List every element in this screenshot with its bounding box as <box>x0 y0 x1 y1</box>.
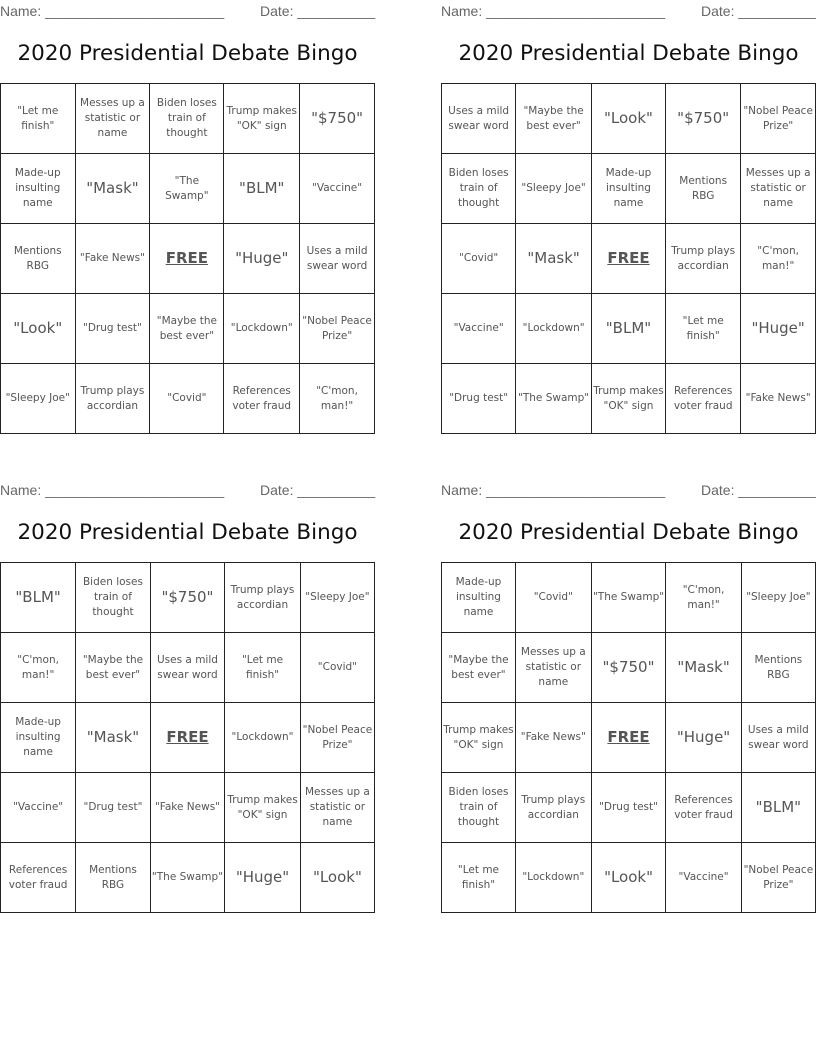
bingo-row <box>442 773 816 843</box>
bingo-cell[interactable]: References voter fraud <box>1 843 76 913</box>
bingo-cell[interactable]: Uses a mild swear word <box>442 84 516 154</box>
bingo-cell[interactable]: "$750" <box>150 563 224 633</box>
bingo-cell[interactable]: "Huge" <box>224 224 300 294</box>
bingo-cell[interactable]: Uses a mild swear word <box>741 703 815 773</box>
bingo-row <box>442 563 816 633</box>
bingo-cell[interactable]: "C'mon, man!" <box>666 563 741 633</box>
bingo-cell[interactable]: Biden loses train of thought <box>442 154 516 224</box>
bingo-cell[interactable]: "Drug test" <box>76 773 151 843</box>
bingo-cell[interactable]: Trump plays accordian <box>666 224 741 294</box>
bingo-row <box>442 843 816 913</box>
bingo-cell[interactable]: "The Swamp" <box>516 364 592 434</box>
bingo-cell[interactable]: "Lockdown" <box>224 294 300 364</box>
name-field[interactable]: Name: _______________________ <box>0 482 225 498</box>
bingo-cell[interactable]: Trump plays accordian <box>75 364 150 434</box>
bingo-cell[interactable]: Trump makes "OK" sign <box>442 703 516 773</box>
bingo-card <box>441 0 816 440</box>
bingo-cell[interactable]: "The Swamp" <box>150 843 224 913</box>
bingo-cell[interactable]: "Let me finish" <box>1 84 76 154</box>
bingo-card <box>0 0 375 440</box>
bingo-row <box>442 294 816 364</box>
bingo-cell[interactable]: "Vaccine" <box>300 154 375 224</box>
bingo-cell[interactable]: "$750" <box>666 84 741 154</box>
bingo-cell[interactable]: Messes up a statistic or name <box>300 773 374 843</box>
bingo-cell[interactable]: Biden loses train of thought <box>442 773 516 843</box>
bingo-cell[interactable]: Made-up insulting name <box>442 563 516 633</box>
bingo-cell[interactable]: "Covid" <box>442 224 516 294</box>
bingo-cell[interactable]: References voter fraud <box>224 364 300 434</box>
bingo-cell[interactable]: "Sleepy Joe" <box>1 364 76 434</box>
bingo-cell[interactable]: Made-up insulting name <box>1 703 76 773</box>
header-fields <box>0 3 375 19</box>
bingo-cell[interactable]: "Vaccine" <box>442 294 516 364</box>
date-field[interactable]: Date: __________ <box>701 482 816 498</box>
bingo-grid <box>0 562 375 913</box>
bingo-cell[interactable]: "Fake News" <box>75 224 150 294</box>
bingo-cell[interactable]: Mentions RBG <box>741 633 815 703</box>
bingo-row <box>1 563 375 633</box>
bingo-row <box>442 703 816 773</box>
card-title: 2020 Presidential Debate Bingo <box>17 520 358 545</box>
bingo-cell[interactable]: Mentions RBG <box>1 224 76 294</box>
bingo-cell[interactable]: "BLM" <box>591 294 665 364</box>
bingo-grid <box>441 562 816 913</box>
bingo-row <box>1 154 375 224</box>
bingo-cell[interactable]: "Vaccine" <box>666 843 741 913</box>
bingo-cell[interactable]: "Let me finish" <box>442 843 516 913</box>
bingo-cell[interactable]: Messes up a statistic or name <box>515 633 591 703</box>
bingo-row <box>442 224 816 294</box>
bingo-cell[interactable]: "Huge" <box>225 843 301 913</box>
date-field[interactable]: Date: __________ <box>260 482 376 498</box>
card-title: 2020 Presidential Debate Bingo <box>458 41 799 66</box>
card-title: 2020 Presidential Debate Bingo <box>17 41 358 66</box>
bingo-cell[interactable]: "Look" <box>591 84 665 154</box>
bingo-cell[interactable]: Uses a mild swear word <box>300 224 375 294</box>
card-title: 2020 Presidential Debate Bingo <box>458 520 799 545</box>
bingo-row <box>442 154 816 224</box>
bingo-cell[interactable]: "Maybe the best ever" <box>516 84 592 154</box>
bingo-cell[interactable]: Trump plays accordian <box>225 563 301 633</box>
bingo-cell[interactable]: "Let me finish" <box>666 294 741 364</box>
bingo-row <box>1 703 375 773</box>
bingo-row <box>1 294 375 364</box>
bingo-cell[interactable]: "Drug test" <box>75 294 150 364</box>
header-fields <box>0 482 375 498</box>
bingo-cell[interactable]: Made-up insulting name <box>591 154 665 224</box>
bingo-cell[interactable]: Trump makes "OK" sign <box>591 364 665 434</box>
bingo-cell[interactable]: "Nobel Peace Prize" <box>300 703 374 773</box>
name-field[interactable]: Name: _______________________ <box>441 482 666 498</box>
bingo-cell[interactable]: Made-up insulting name <box>1 154 76 224</box>
bingo-row <box>1 843 375 913</box>
bingo-cell[interactable]: "Nobel Peace Prize" <box>300 294 375 364</box>
bingo-cell[interactable]: Messes up a statistic or name <box>741 154 816 224</box>
bingo-cell[interactable]: "Covid" <box>300 633 374 703</box>
bingo-cell[interactable]: "The Swamp" <box>591 563 666 633</box>
bingo-cell[interactable]: Biden loses train of thought <box>76 563 151 633</box>
bingo-cell[interactable]: FREE <box>150 703 224 773</box>
bingo-cell[interactable]: "Nobel Peace Prize" <box>741 843 815 913</box>
bingo-row <box>442 84 816 154</box>
bingo-cell[interactable]: "Mask" <box>76 703 151 773</box>
bingo-cell[interactable]: "Mask" <box>75 154 150 224</box>
bingo-cell[interactable]: Biden loses train of thought <box>150 84 224 154</box>
bingo-row <box>442 633 816 703</box>
bingo-cell[interactable]: "Huge" <box>666 703 741 773</box>
bingo-cell[interactable]: "BLM" <box>741 773 815 843</box>
bingo-cell[interactable]: Uses a mild swear word <box>150 633 224 703</box>
bingo-cell[interactable]: FREE <box>591 224 665 294</box>
bingo-cell[interactable]: Messes up a statistic or name <box>75 84 150 154</box>
header-fields <box>441 482 816 498</box>
bingo-cell[interactable]: Trump plays accordian <box>515 773 591 843</box>
bingo-cell[interactable]: FREE <box>591 703 666 773</box>
bingo-cell[interactable]: "Covid" <box>150 364 224 434</box>
bingo-cell[interactable]: "BLM" <box>224 154 300 224</box>
bingo-cell[interactable]: "Fake News" <box>515 703 591 773</box>
bingo-cell[interactable]: "Vaccine" <box>1 773 76 843</box>
bingo-cell[interactable]: "Nobel Peace Prize" <box>741 84 816 154</box>
header-fields <box>441 3 816 19</box>
bingo-grid <box>441 83 816 434</box>
bingo-cell[interactable]: "Sleepy Joe" <box>741 563 815 633</box>
bingo-cell[interactable]: "Maybe the best ever" <box>150 294 224 364</box>
bingo-cell[interactable]: References voter fraud <box>666 364 741 434</box>
bingo-cell[interactable]: Mentions RBG <box>76 843 151 913</box>
bingo-card <box>0 479 375 919</box>
bingo-cell[interactable]: "Drug test" <box>442 364 516 434</box>
bingo-cell[interactable]: "Mask" <box>516 224 592 294</box>
bingo-card <box>441 479 816 919</box>
bingo-cell[interactable]: "$750" <box>591 633 666 703</box>
bingo-cell[interactable]: "Lockdown" <box>516 294 592 364</box>
bingo-cell[interactable]: "C'mon, man!" <box>741 224 816 294</box>
bingo-cell[interactable]: Trump makes "OK" sign <box>224 84 300 154</box>
bingo-cell[interactable]: "Look" <box>1 294 76 364</box>
date-field[interactable]: Date: __________ <box>260 3 376 19</box>
bingo-row <box>442 364 816 434</box>
bingo-cell[interactable]: "Look" <box>300 843 374 913</box>
bingo-cell[interactable]: "Maybe the best ever" <box>76 633 151 703</box>
bingo-cell[interactable]: "Sleepy Joe" <box>300 563 374 633</box>
bingo-row <box>1 224 375 294</box>
bingo-cell[interactable]: "Lockdown" <box>515 843 591 913</box>
bingo-row <box>1 773 375 843</box>
bingo-cell[interactable]: "Lockdown" <box>225 703 301 773</box>
bingo-cell[interactable]: "Fake News" <box>150 773 224 843</box>
bingo-cell[interactable]: "Drug test" <box>591 773 666 843</box>
bingo-cell[interactable]: "Let me finish" <box>225 633 301 703</box>
bingo-grid <box>0 83 375 434</box>
bingo-cell[interactable]: Trump makes "OK" sign <box>225 773 301 843</box>
bingo-cell[interactable]: Mentions RBG <box>666 154 741 224</box>
bingo-cell[interactable]: "Fake News" <box>741 364 816 434</box>
bingo-cell[interactable]: FREE <box>150 224 224 294</box>
bingo-cell[interactable]: "Huge" <box>741 294 816 364</box>
bingo-row <box>1 633 375 703</box>
bingo-cell[interactable]: "$750" <box>300 84 375 154</box>
bingo-row <box>1 84 375 154</box>
bingo-row <box>1 364 375 434</box>
bingo-cell[interactable]: "Maybe the best ever" <box>442 633 516 703</box>
bingo-cell[interactable]: "BLM" <box>1 563 76 633</box>
bingo-cell[interactable]: "Sleepy Joe" <box>516 154 592 224</box>
bingo-cell[interactable]: "C'mon, man!" <box>300 364 375 434</box>
bingo-cell[interactable]: "C'mon, man!" <box>1 633 76 703</box>
bingo-cell[interactable]: References voter fraud <box>666 773 741 843</box>
bingo-cell[interactable]: "Covid" <box>515 563 591 633</box>
bingo-cell[interactable]: "The Swamp" <box>150 154 224 224</box>
bingo-cell[interactable]: "Mask" <box>666 633 741 703</box>
name-field[interactable]: Name: _______________________ <box>441 3 666 19</box>
bingo-cell[interactable]: "Look" <box>591 843 666 913</box>
name-field[interactable]: Name: _______________________ <box>0 3 225 19</box>
date-field[interactable]: Date: __________ <box>701 3 816 19</box>
